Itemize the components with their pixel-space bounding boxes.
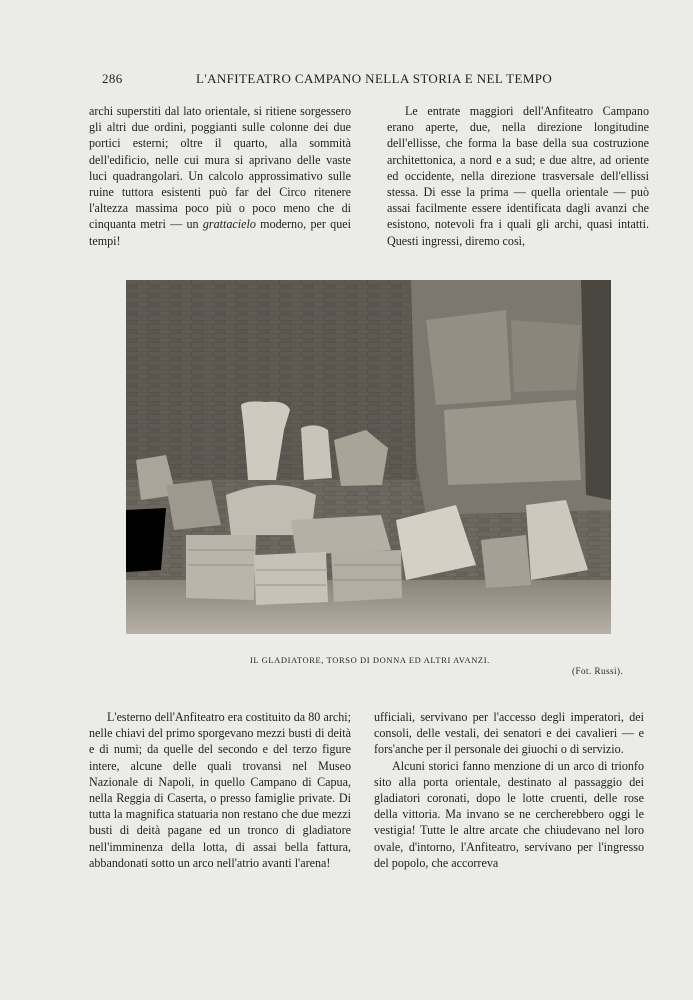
running-title: L'ANFITEATRO CAMPANO NELLA STORIA E NEL TEMPO <box>196 71 553 86</box>
photo-credit: (Fot. Russi). <box>572 666 624 676</box>
photo-caption: IL GLADIATORE, TORSO DI DONNA ED ALTRI AVANZI. <box>250 655 490 665</box>
ruins-photograph <box>126 280 611 634</box>
bottom-right-column <box>374 709 644 871</box>
top-left-text-before: archi superstiti dal lato orientale, si ritiene sorgessero gli altri due ordini, poggianti sulle colonne dei due portici esterni; oltre il quarto, alla sommità dell'edificio, nelle cui mura si aprivano delle vaste luci quadrangolari. Un calcolo approssimativo sulle ruine tuttora esistenti può far del Circo ritenere l'altezza massima poco più o poco meno che di cinquanta metri — un <box>89 104 351 232</box>
bottom-right-paragraph-2: Alcuni storici fanno menzione di un arco di trionfo sito alla porta orientale, destinato al passaggio dei gladiatori coronati, dopo le lotte cruenti, delle rose della vittoria. Ma invano se ne cercherebbero oggi le vestigia! Tutte le altre arcate che chiudevano nel loro ovale, d'intorno, l'Anfiteatro, servivano per l'ingresso del popolo, che accorreva <box>374 758 644 870</box>
bottom-left-column <box>89 709 351 871</box>
page-number: 286 <box>102 71 123 86</box>
bottom-left-paragraph: L'esterno dell'Anfiteatro era costituito da 80 archi; nelle chiavi del primo sporgevano mezzi busti di deità e di numi; da quelle del secondo e del terzo figure intere, alcune delle quali trovansi nel Museo Nazionale di Napoli, in quello Campano di Capua, nella Reggia di Caserta, o presso famiglie private. Di tutta la magnifica statuaria non restano che due mezzi busti di deità pagane ed un tronco di gladiatore nell'imminenza della lotta, di assai bella fattura, abbandonati sotto un arco nell'atrio avanti l'arena! <box>89 710 351 870</box>
bottom-right-paragraph-1: ufficiali, servivano per l'accesso degli imperatori, dei consoli, delle vestali, dei senatori e dei cavalieri — e fors'anche per il personale dei giuochi o di servizio. <box>374 710 644 757</box>
top-left-text-after: moderno, per quei tempi! <box>89 217 351 248</box>
page-header <box>88 71 553 89</box>
top-left-column <box>89 103 351 249</box>
top-right-paragraph: Le entrate maggiori dell'Anfiteatro Campano erano aperte, due, nella direzione longitudine dell'ellisse, che forma la base della sua costruzione architettonica, a nord e a sud; e due altre, ad oriente ed occidente, nella direzione trasversale dell'ellissi stessa. Di esse la prima — quella orientale — può assai facilmente essere identificata dagli avanzi che esistono, notevoli fra i quali gli archi, quasi intatti. Questi ingressi, diremo così, <box>387 104 649 248</box>
emphasized-word: grattacielo <box>202 217 256 232</box>
top-right-column <box>387 103 649 249</box>
top-left-paragraph <box>89 103 351 249</box>
photograph-image <box>126 280 611 634</box>
